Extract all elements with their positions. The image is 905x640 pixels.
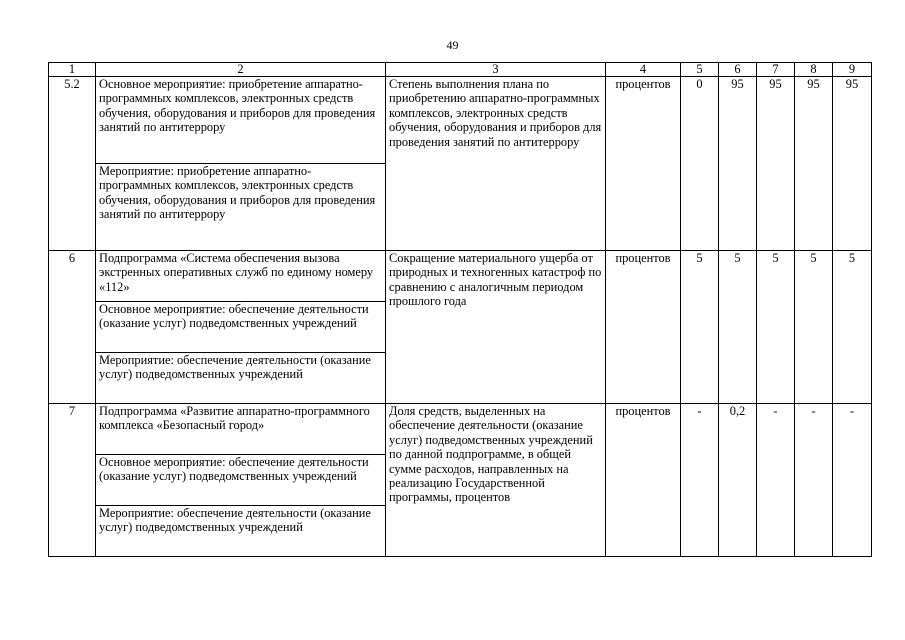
program-item: Подпрограмма «Развитие аппаратно-программного комплекса «Безопасный город» [96, 404, 386, 455]
unit-cell: процентов [606, 404, 681, 557]
program-item: Мероприятие: приобретение аппаратно-программных комплексов, электронных средств обучения, оборудования и приборов для проведения занятий по антитеррору [96, 164, 386, 251]
value-cell: - [833, 404, 872, 557]
column-header: 2 [96, 63, 386, 77]
column-header: 4 [606, 63, 681, 77]
indicator-cell: Сокращение материального ущерба от природных и техногенных катастроф по сравнению с аналогичным периодом прошлого года [386, 251, 606, 404]
row-number: 7 [49, 404, 96, 557]
value-cell: 5 [757, 251, 795, 404]
value-cell: - [757, 404, 795, 557]
column-header: 7 [757, 63, 795, 77]
program-item: Мероприятие: обеспечение деятельности (оказание услуг) подведомственных учреждений [96, 353, 386, 404]
value-cell: 5 [833, 251, 872, 404]
value-cell: 95 [757, 77, 795, 251]
column-header: 1 [49, 63, 96, 77]
table-row [49, 77, 872, 164]
page-number: 49 [446, 38, 459, 52]
value-cell: 5 [795, 251, 833, 404]
value-cell: - [795, 404, 833, 557]
column-header: 9 [833, 63, 872, 77]
value-cell: 95 [795, 77, 833, 251]
column-header: 5 [681, 63, 719, 77]
program-item: Основное мероприятие: обеспечение деятельности (оказание услуг) подведомственных учреждений [96, 455, 386, 506]
value-cell: 5 [719, 251, 757, 404]
table-row [49, 251, 872, 302]
unit-cell: процентов [606, 77, 681, 251]
program-item: Основное мероприятие: приобретение аппаратно-программных комплексов, электронных средств обучения, оборудования и приборов для проведения занятий по антитеррору [96, 77, 386, 164]
table-row [49, 404, 872, 455]
column-header: 8 [795, 63, 833, 77]
program-indicators-table [48, 62, 872, 557]
program-item: Мероприятие: обеспечение деятельности (оказание услуг) подведомственных учреждений [96, 506, 386, 557]
value-cell: 0 [681, 77, 719, 251]
indicator-cell: Степень выполнения плана по приобретению аппаратно-программных комплексов, электронных средств обучения, оборудования и приборов для проведения занятий по антитеррору [386, 77, 606, 251]
row-number: 5.2 [49, 77, 96, 251]
value-cell: - [681, 404, 719, 557]
program-item: Основное мероприятие: обеспечение деятельности (оказание услуг) подведомственных учреждений [96, 302, 386, 353]
value-cell: 0,2 [719, 404, 757, 557]
column-header: 6 [719, 63, 757, 77]
value-cell: 95 [719, 77, 757, 251]
column-header: 3 [386, 63, 606, 77]
value-cell: 95 [833, 77, 872, 251]
program-item: Подпрограмма «Система обеспечения вызова экстренных оперативных служб по единому номеру «112» [96, 251, 386, 302]
indicator-cell: Доля средств, выделенных на обеспечение деятельности (оказание услуг) подведомственных учреждений по данной подпрограмме, в общей сумме расходов, направленных на реализацию Государственной программы, процентов [386, 404, 606, 557]
column-number-row [49, 63, 872, 77]
unit-cell: процентов [606, 251, 681, 404]
value-cell: 5 [681, 251, 719, 404]
row-number: 6 [49, 251, 96, 404]
